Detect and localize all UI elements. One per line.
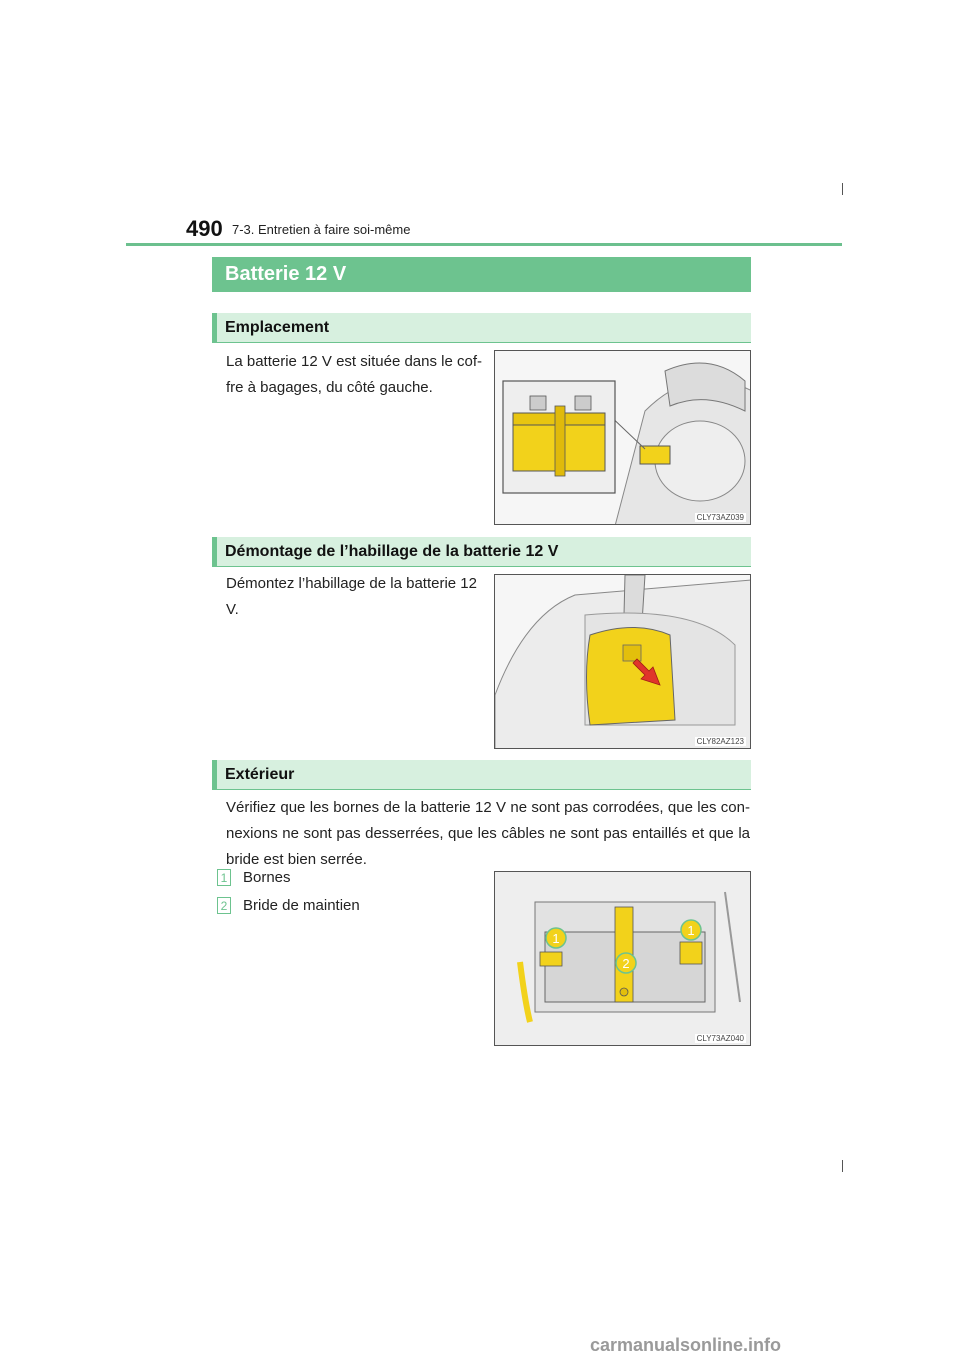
section-heading-exterior: Extérieur	[212, 760, 751, 790]
page-number: 490	[186, 216, 223, 241]
callout-label-2: 2	[622, 956, 630, 971]
cover-removal-illustration	[495, 575, 751, 749]
list-number-2: 2	[217, 897, 231, 914]
crop-mark-top	[842, 183, 843, 195]
location-text: La batterie 12 V est située dans le cof-fre à bagages, du côté gauche.	[226, 353, 482, 396]
crop-mark-bottom	[842, 1160, 843, 1172]
callout-label-1-right: 1	[687, 923, 695, 938]
figure-location	[494, 350, 751, 525]
running-header: 7-3. Entretien à faire soi-même	[232, 222, 411, 237]
watermark: carmanualsonline.info	[590, 1335, 782, 1355]
figure-cover-removal	[494, 574, 751, 749]
figure-code: CLY73AZ039	[696, 513, 744, 522]
header-rule	[126, 243, 842, 246]
battery-exterior-illustration	[495, 872, 751, 1046]
cover-removal-text: Démontez l’habillage de la batterie 12 V.	[226, 575, 477, 618]
exterior-text: Vérifiez que les bornes de la batterie 12 V ne sont pas corrodées, que les con-nexions ne sont pas desserrées, que les câbles ne sont pas entaillés et que la bride est bien serrée.	[226, 799, 750, 868]
trunk-location-illustration	[495, 351, 751, 525]
section-heading-cover-removal: Démontage de l’habillage de la batterie 12 V	[212, 537, 751, 567]
callout-label-1-left: 1	[552, 931, 560, 946]
list-number-1: 1	[217, 869, 231, 886]
figure-code: CLY73AZ040	[696, 1034, 744, 1043]
list-item-hold-down-clamp: Bride de maintien	[243, 897, 360, 914]
list-item-terminals: Bornes	[243, 869, 291, 886]
section-heading-location: Emplacement	[212, 313, 751, 343]
page-title: Batterie 12 V	[212, 257, 751, 292]
figure-code: CLY82AZ123	[696, 737, 744, 746]
figure-battery-exterior	[494, 871, 751, 1046]
